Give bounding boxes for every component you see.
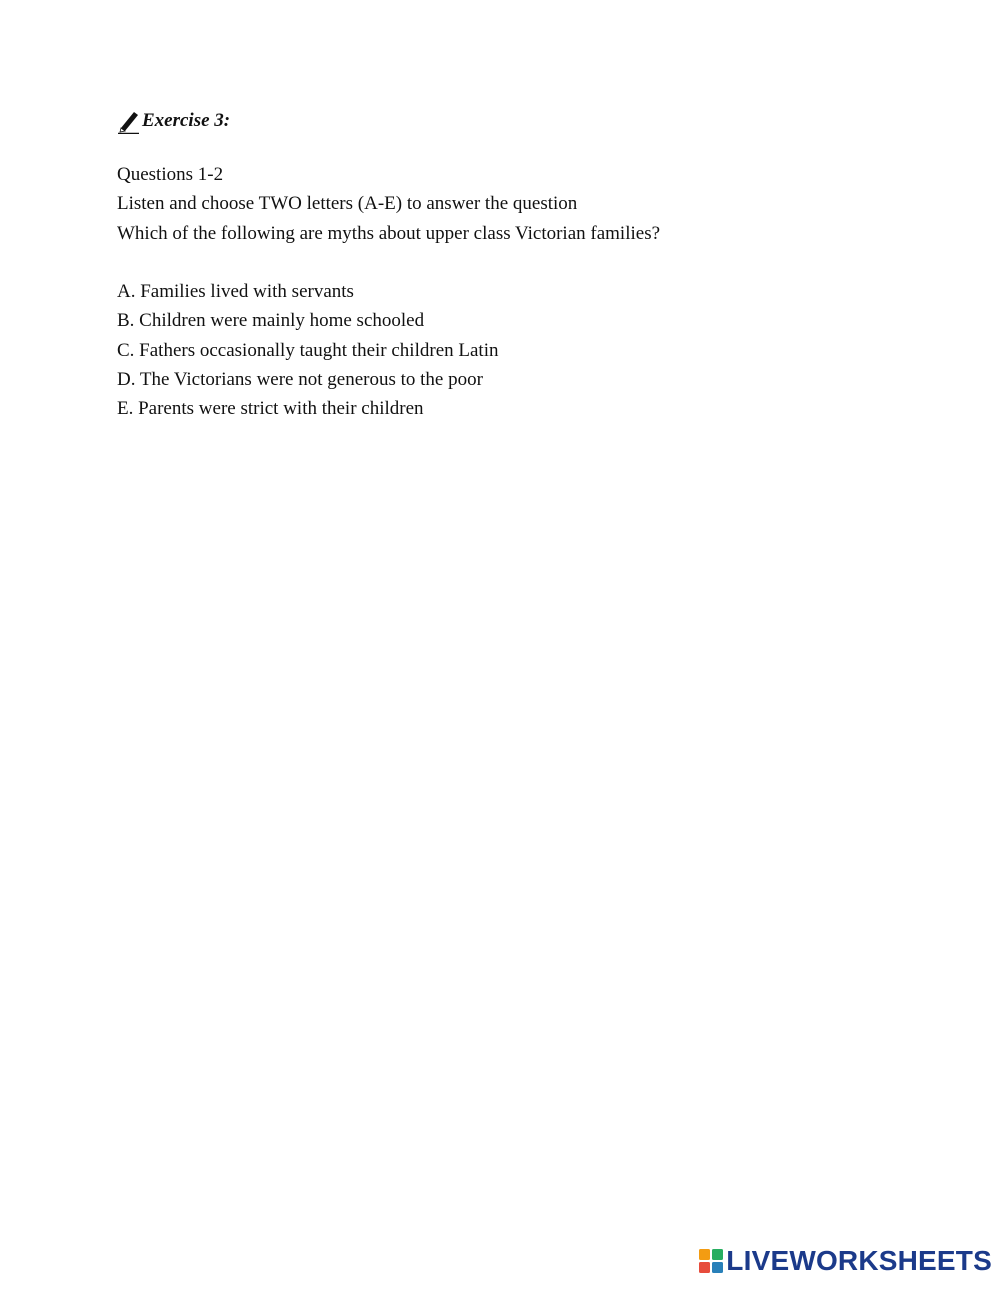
- questions-range: Questions 1-2: [117, 164, 224, 185]
- question-text: Which of the following are myths about upper class Victorian families?: [117, 222, 661, 244]
- option-e: E. Parents were strict with their children: [117, 398, 424, 420]
- option-a: A. Families lived with servants: [117, 281, 354, 302]
- pencil-icon: [117, 108, 141, 134]
- instructions: [117, 160, 660, 248]
- option-c: C. Fathers occasionally taught their children Latin: [117, 339, 499, 361]
- directive-text: Listen and choose TWO letters (A-E) to answer the question: [117, 193, 578, 215]
- answer-options: [117, 277, 498, 423]
- liveworksheets-logo-icon: [698, 1248, 724, 1274]
- exercise-title: Exercise 3:: [142, 110, 231, 131]
- option-d: D. The Victorians were not generous to the poor: [117, 368, 483, 390]
- option-b: B. Children were mainly home schooled: [117, 310, 425, 332]
- exercise-heading: [117, 106, 230, 136]
- liveworksheets-branding: [698, 1245, 992, 1277]
- brand-name: LIVEWORKSHEETS: [726, 1245, 992, 1276]
